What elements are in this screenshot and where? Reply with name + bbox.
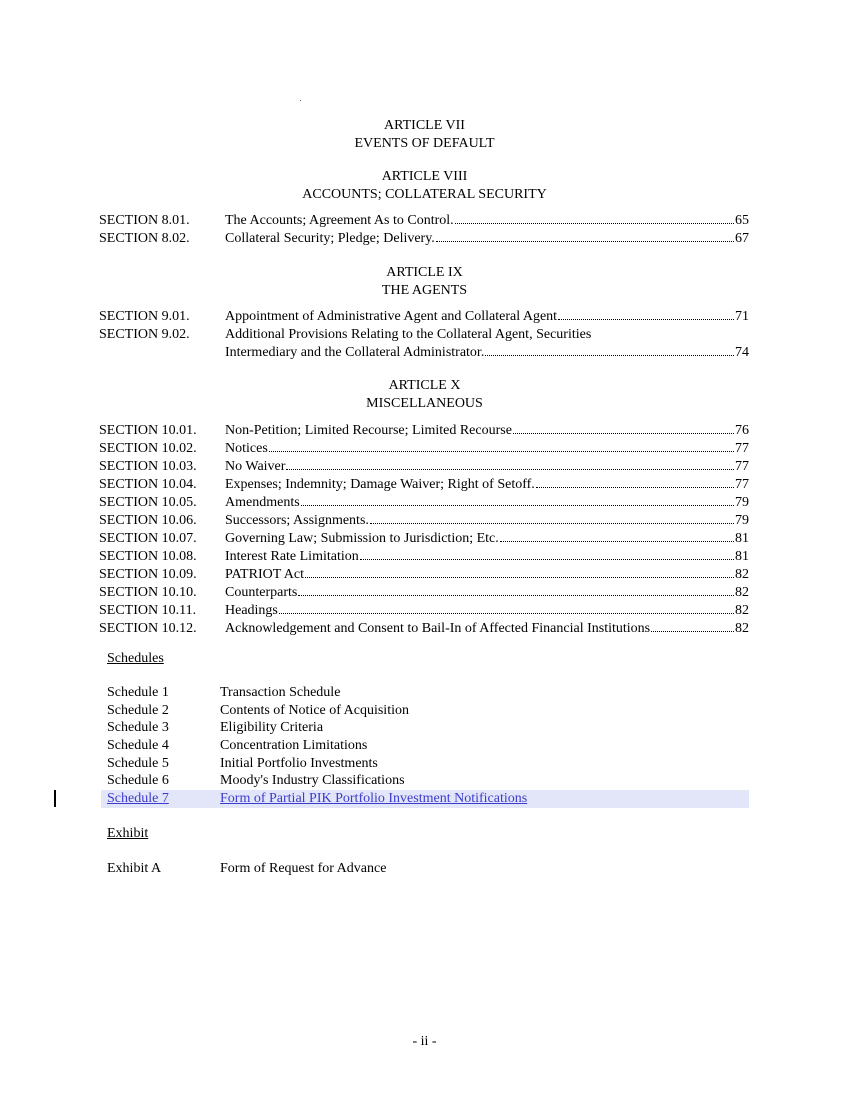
schedule-title: Eligibility Criteria bbox=[220, 720, 324, 735]
schedule-id: Schedule 6 bbox=[107, 773, 169, 788]
schedule-title: Concentration Limitations bbox=[220, 738, 368, 753]
section-title: Appointment of Administrative Agent and Collateral Agent bbox=[225, 309, 558, 324]
toc-row-continuation[interactable] bbox=[99, 344, 749, 362]
page-number: 71 bbox=[735, 309, 749, 324]
toc-row[interactable] bbox=[99, 494, 749, 512]
exhibit-id: Exhibit A bbox=[107, 861, 162, 876]
section-title: Interest Rate Limitation bbox=[225, 549, 359, 564]
page-number: 82 bbox=[735, 585, 749, 600]
toc-row[interactable] bbox=[99, 602, 749, 620]
section-number: SECTION 10.07. bbox=[99, 531, 197, 546]
section-number: SECTION 9.02. bbox=[99, 327, 190, 342]
section-title: Non-Petition; Limited Recourse; Limited Recourse bbox=[225, 423, 512, 438]
dot-leader bbox=[298, 595, 734, 596]
section-title: Headings bbox=[225, 603, 278, 618]
exhibit-title: Form of Request for Advance bbox=[220, 861, 387, 876]
dot-leader bbox=[513, 433, 734, 434]
page-number: 82 bbox=[735, 621, 749, 636]
schedule-title: Transaction Schedule bbox=[220, 685, 341, 700]
page-number: 79 bbox=[735, 495, 749, 510]
toc-row[interactable] bbox=[99, 308, 749, 326]
dot-leader bbox=[500, 541, 734, 542]
schedule-row[interactable] bbox=[107, 755, 749, 773]
dot-leader bbox=[370, 523, 734, 524]
toc-row[interactable] bbox=[99, 212, 749, 230]
toc-row[interactable] bbox=[99, 512, 749, 530]
schedule-title: Contents of Notice of Acquisition bbox=[220, 703, 409, 718]
page-number: 81 bbox=[735, 549, 749, 564]
schedule-row[interactable] bbox=[107, 684, 749, 702]
dot-leader bbox=[269, 451, 734, 452]
schedule-id: Schedule 4 bbox=[107, 738, 169, 753]
schedule-id: Schedule 1 bbox=[107, 685, 169, 700]
section-title: Governing Law; Submission to Jurisdiction; Etc. bbox=[225, 531, 499, 546]
dot-leader bbox=[301, 505, 734, 506]
section-title: No Waiver bbox=[225, 459, 286, 474]
text-cursor bbox=[54, 790, 56, 807]
toc-row[interactable] bbox=[99, 584, 749, 602]
dot-leader bbox=[485, 355, 734, 356]
page-number: 82 bbox=[735, 567, 749, 582]
page-number: 74 bbox=[735, 345, 749, 360]
article-7-title: EVENTS OF DEFAULT bbox=[354, 136, 495, 151]
schedule-7-link[interactable]: Schedule 7 bbox=[107, 791, 169, 806]
toc-row[interactable] bbox=[99, 326, 749, 344]
schedules-heading: Schedules bbox=[107, 651, 164, 666]
dot-leader bbox=[360, 559, 734, 560]
section-number: SECTION 10.09. bbox=[99, 567, 197, 582]
section-title: Counterparts bbox=[225, 585, 298, 600]
exhibit-heading: Exhibit bbox=[107, 826, 149, 841]
dot-leader bbox=[279, 613, 734, 614]
section-number: SECTION 10.08. bbox=[99, 549, 197, 564]
dot-leader bbox=[436, 241, 734, 242]
schedule-row[interactable] bbox=[107, 737, 749, 755]
article-9-title: THE AGENTS bbox=[381, 283, 468, 298]
dot-leader bbox=[286, 469, 734, 470]
section-number: SECTION 10.01. bbox=[99, 423, 197, 438]
toc-row[interactable] bbox=[99, 620, 749, 638]
section-title: PATRIOT Act bbox=[225, 567, 304, 582]
schedule-row[interactable] bbox=[107, 719, 749, 737]
toc-row[interactable] bbox=[99, 440, 749, 458]
article-7-number: ARTICLE VII bbox=[384, 118, 465, 133]
section-number: SECTION 10.10. bbox=[99, 585, 197, 600]
section-number: SECTION 8.01. bbox=[99, 213, 190, 228]
toc-row[interactable] bbox=[99, 548, 749, 566]
toc-row[interactable] bbox=[99, 422, 749, 440]
toc-row[interactable] bbox=[99, 566, 749, 584]
schedule-title: Moody's Industry Classifications bbox=[220, 773, 405, 788]
article-10-title: MISCELLANEOUS bbox=[366, 396, 483, 411]
article-10-number: ARTICLE X bbox=[388, 378, 461, 393]
toc-row[interactable] bbox=[99, 530, 749, 548]
schedule-title: Initial Portfolio Investments bbox=[220, 756, 378, 771]
section-title: Successors; Assignments. bbox=[225, 513, 369, 528]
dot-leader bbox=[455, 223, 734, 224]
section-number: SECTION 8.02. bbox=[99, 231, 190, 246]
page-number: 67 bbox=[735, 231, 749, 246]
section-number: SECTION 10.12. bbox=[99, 621, 197, 636]
section-title: Expenses; Indemnity; Damage Waiver; Right of Setoff. bbox=[225, 477, 535, 492]
page-number: 77 bbox=[735, 459, 749, 474]
page-number: 65 bbox=[735, 213, 749, 228]
section-number: SECTION 10.03. bbox=[99, 459, 197, 474]
stray-mark bbox=[300, 100, 301, 101]
schedule-row[interactable] bbox=[107, 772, 749, 790]
page-number: 81 bbox=[735, 531, 749, 546]
exhibit-row[interactable] bbox=[107, 860, 749, 878]
page-number: 79 bbox=[735, 513, 749, 528]
schedule-row[interactable] bbox=[107, 702, 749, 720]
section-title-line-1: Additional Provisions Relating to the Collateral Agent, Securities bbox=[225, 327, 592, 342]
schedule-7-title-link[interactable]: Form of Partial PIK Portfolio Investment Notifications bbox=[220, 791, 528, 806]
dot-leader bbox=[558, 319, 734, 320]
section-number: SECTION 10.11. bbox=[99, 603, 197, 618]
section-number: SECTION 10.04. bbox=[99, 477, 197, 492]
page-footer-number: - ii - bbox=[412, 1034, 437, 1049]
schedule-row-selected[interactable] bbox=[101, 790, 749, 808]
dot-leader bbox=[305, 577, 734, 578]
article-8-title: ACCOUNTS; COLLATERAL SECURITY bbox=[302, 187, 547, 202]
section-number: SECTION 10.05. bbox=[99, 495, 197, 510]
article-8-number: ARTICLE VIII bbox=[381, 169, 468, 184]
section-number: SECTION 10.02. bbox=[99, 441, 197, 456]
section-number: SECTION 9.01. bbox=[99, 309, 190, 324]
schedule-id: Schedule 3 bbox=[107, 720, 169, 735]
section-number: SECTION 10.06. bbox=[99, 513, 197, 528]
section-title: Amendments bbox=[225, 495, 300, 510]
toc-row[interactable] bbox=[99, 230, 749, 248]
section-title: Collateral Security; Pledge; Delivery. bbox=[225, 231, 435, 246]
schedule-id: Schedule 2 bbox=[107, 703, 169, 718]
dot-leader bbox=[536, 487, 734, 488]
page-number: 77 bbox=[735, 441, 749, 456]
section-title: Intermediary and the Collateral Administrator. bbox=[225, 345, 485, 360]
section-title: The Accounts; Agreement As to Control. bbox=[225, 213, 454, 228]
dot-leader bbox=[651, 631, 734, 632]
toc-row[interactable] bbox=[99, 458, 749, 476]
section-title: Notices bbox=[225, 441, 268, 456]
page-number: 76 bbox=[735, 423, 749, 438]
page-number: 77 bbox=[735, 477, 749, 492]
article-9-number: ARTICLE IX bbox=[386, 265, 463, 280]
toc-row[interactable] bbox=[99, 476, 749, 494]
schedule-id: Schedule 5 bbox=[107, 756, 169, 771]
page-number: 82 bbox=[735, 603, 749, 618]
section-title: Acknowledgement and Consent to Bail-In of Affected Financial Institutions bbox=[225, 621, 651, 636]
